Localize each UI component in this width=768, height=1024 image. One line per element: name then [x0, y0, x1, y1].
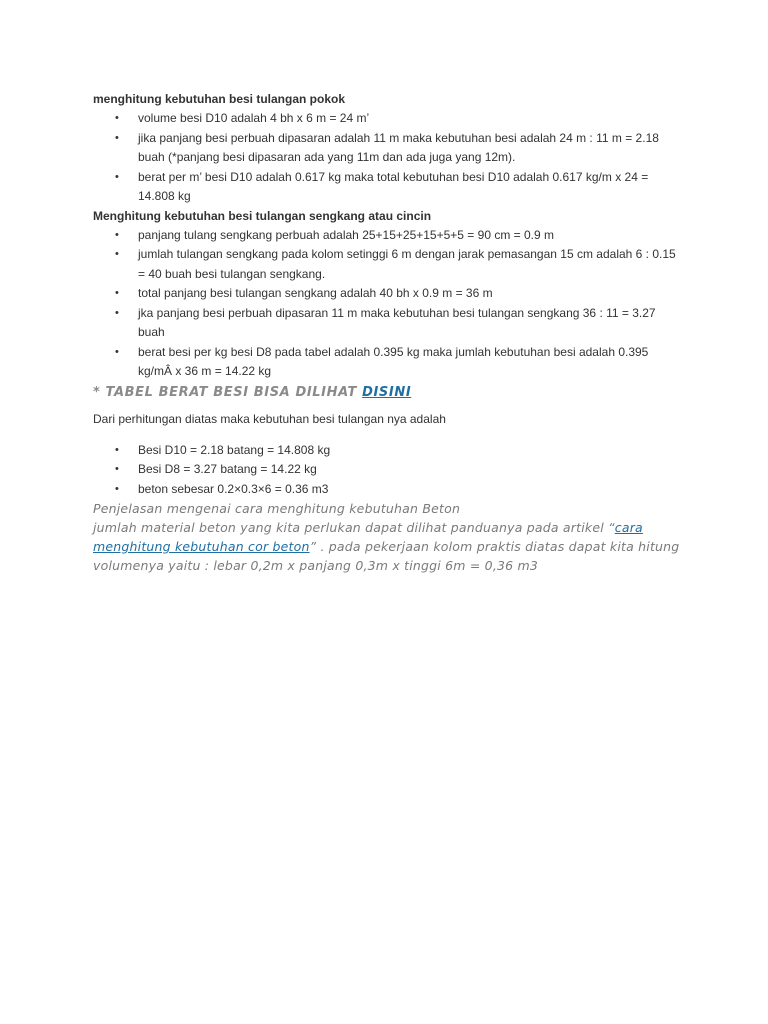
list-item — [93, 480, 683, 500]
list-item — [93, 441, 683, 461]
list-item — [93, 284, 683, 304]
list-item-text: total panjang besi tulangan sengkang adalah 40 bh x 0.9 m = 36 m — [138, 286, 493, 300]
cara-link-part1[interactable]: cara — [614, 520, 643, 535]
beton-paragraph — [93, 518, 683, 556]
bullet-icon: • — [115, 131, 119, 144]
summary-list — [93, 441, 683, 500]
summary-intro: Dari perhitungan diatas maka kebutuhan besi tulangan nya adalah — [93, 411, 446, 426]
list-item — [93, 109, 683, 129]
list-item-text: beton sebesar 0.2×0.3×6 = 0.36 m3 — [138, 481, 329, 496]
list-item-text: Besi D10 = 2.18 batang = 14.808 kg — [138, 442, 331, 457]
disini-link[interactable]: DISINI — [362, 384, 412, 400]
bullet-icon: • — [115, 170, 119, 183]
bullet-icon: • — [115, 345, 119, 358]
sengkang-list — [93, 226, 683, 382]
list-item-text: jka panjang besi perbuah dipasaran 11 m maka kebutuhan besi tulangan sengkang 36 : 11 = 3.27 buah — [138, 305, 656, 339]
list-item-text: Besi D8 = 3.27 batang = 14.22 kg — [138, 462, 317, 476]
list-item — [93, 168, 683, 207]
bullet-icon: • — [115, 248, 119, 260]
list-item-text: berat besi per kg besi D8 pada tabel adalah 0.395 kg maka jumlah kebutuhan besi adalah 0.395 kg/mÂ x 36 m = 14.22 kg — [138, 344, 649, 378]
bullet-icon: • — [115, 306, 119, 319]
list-item-text: jika panjang besi perbuah dipasaran adalah 11 m maka kebutuhan besi adalah 24 m : 11 m = 2.18 buah (*panjang besi dipasaran ada yang 11m dan ada juga yang 12m). — [138, 130, 659, 164]
bullet-icon: • — [115, 228, 119, 241]
cara-link-part2[interactable]: menghitung kebutuhan cor beton — [93, 539, 310, 554]
bullet-icon: • — [115, 112, 119, 124]
section-heading-sengkang: Menghitung kebutuhan besi tulangan sengkang atau cincin — [93, 208, 432, 223]
list-item-text: panjang tulang sengkang perbuah adalah 25+15+25+15+5+5 = 90 cm = 0.9 m — [138, 227, 555, 242]
beton-volume: volumenya yaitu : lebar 0,2m x panjang 0,3m x tinggi 6m = 0,36 m3 — [93, 558, 539, 573]
bullet-icon: • — [115, 443, 119, 456]
list-item — [93, 245, 683, 284]
document-page — [93, 90, 683, 575]
beton-text-suffix: ” . pada pekerjaan kolom praktis diatas dapat kita hitung — [309, 539, 680, 554]
besi-pokok-list — [93, 109, 683, 207]
list-item — [93, 129, 683, 168]
tabel-note-text: * TABEL BERAT BESI BISA DILIHAT — [93, 384, 363, 400]
beton-text-prefix: jumlah material beton yang kita perlukan dapat dilihat panduanya pada artikel “ — [93, 520, 615, 535]
list-item — [93, 304, 683, 343]
list-item-text: volume besi D10 adalah 4 bh x 6 m = 24 m’ — [138, 111, 370, 125]
beton-title: Penjelasan mengenai cara menghitung kebutuhan Beton — [93, 501, 461, 516]
list-item-text: jumlah tulangan sengkang pada kolom setinggi 6 m dengan jarak pemasangan 15 cm adalah 6 : 0.15 = 40 buah besi tulangan sengkang. — [138, 247, 676, 281]
bullet-icon: • — [115, 287, 119, 299]
list-item — [93, 226, 683, 246]
section-heading-besi-pokok: menghitung kebutuhan besi tulangan pokok — [93, 92, 346, 106]
list-item-text: berat per m’ besi D10 adalah 0.617 kg maka total kebutuhan besi D10 adalah 0.617 kg/m x 24 = 14.808 kg — [138, 169, 649, 203]
tabel-berat-note — [93, 383, 683, 402]
beton-explanation — [93, 499, 683, 575]
list-item — [93, 460, 683, 480]
bullet-icon: • — [115, 482, 119, 495]
bullet-icon: • — [115, 463, 119, 475]
list-item — [93, 343, 683, 382]
